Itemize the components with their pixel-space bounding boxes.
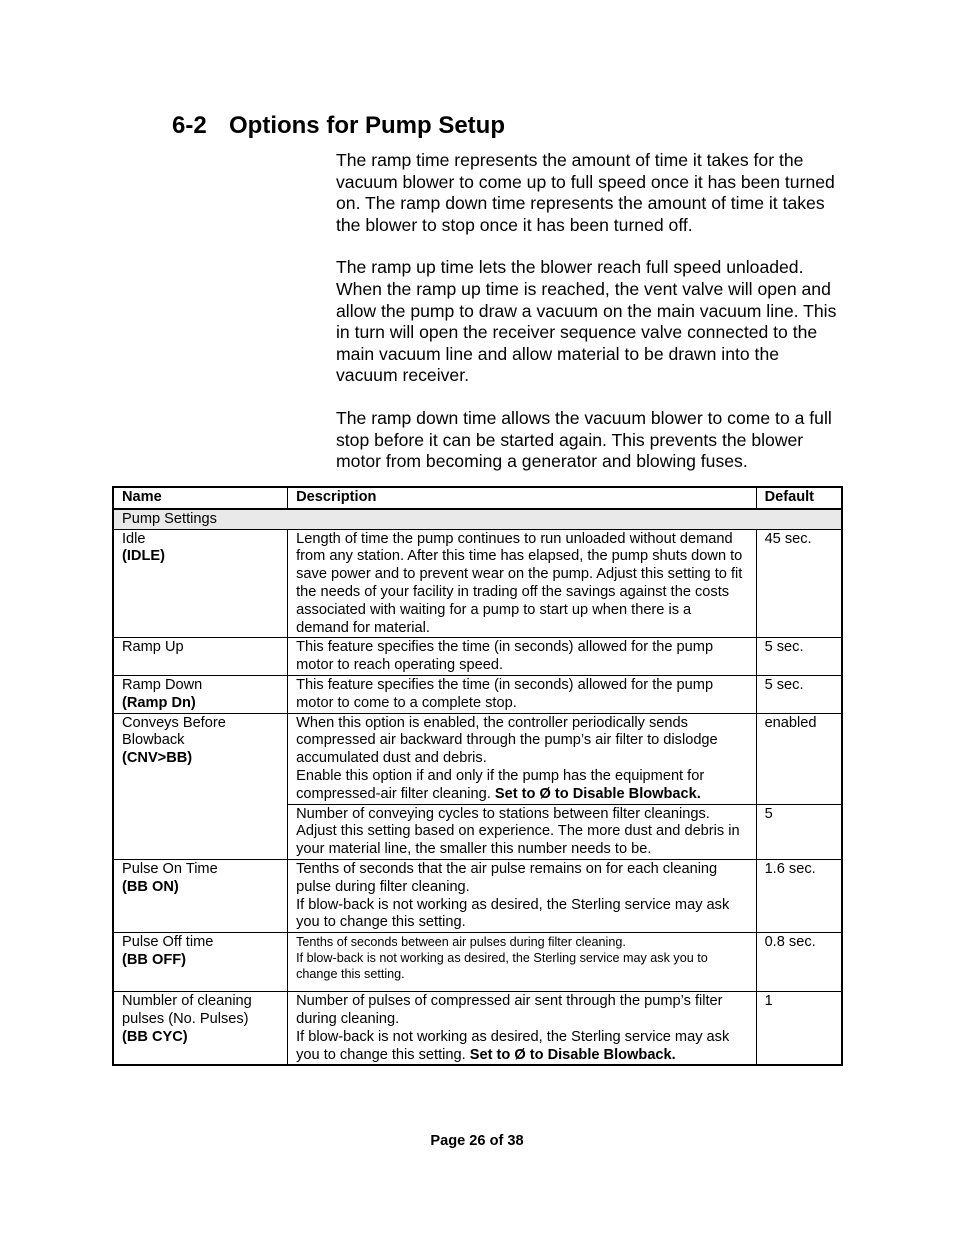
option-name-cell <box>113 859 288 932</box>
description-text: Number of pulses of compressed air sent through the pump’s filter during cleaning. <box>296 993 723 1027</box>
option-description: This feature specifies the time (in seconds) allowed for the pump motor to reach operating speed. <box>288 638 756 676</box>
intro-paragraph: The ramp up time lets the blower reach full speed unloaded. When the ramp up time is reached, the vent valve will open and allow the pump to draw a vacuum on the main vacuum line. This in turn will open the receiver sequence valve connected to the main vacuum line and allow material to be drawn into the vacuum receiver. <box>336 257 837 386</box>
option-name: Ramp Up <box>113 638 288 676</box>
table-row <box>113 638 842 676</box>
option-name: Idle <box>122 530 146 547</box>
option-description <box>288 713 756 804</box>
header-name: Name <box>113 487 288 509</box>
option-name-cell <box>113 933 288 992</box>
option-code: (IDLE) <box>122 548 165 565</box>
table-row <box>113 713 842 804</box>
option-description <box>288 992 756 1066</box>
intro-paragraph: The ramp time represents the amount of time it takes for the vacuum blower to come up to full speed once it has been turned on. The ramp down time represents the amount of time it takes the blower to stop once it has been turned off. <box>336 150 835 235</box>
option-name-cell <box>113 713 288 859</box>
option-default: 45 sec. <box>756 529 842 638</box>
option-description <box>288 933 756 992</box>
section-row <box>113 509 842 529</box>
description-text: When this option is enabled, the controller periodically sends compressed air backward through the pump’s air filter to dislodge accumulated dust and debris. <box>296 714 718 767</box>
option-name-cell <box>113 992 288 1066</box>
intro-text <box>336 150 841 494</box>
description-text: If blow-back is not working as desired, the Sterling service may ask you to change this setting. <box>296 951 708 982</box>
description-text: Tenths of seconds that the air pulse remains on for each cleaning pulse during filter cleaning. <box>296 860 718 895</box>
description-emphasis: Set to Ø to Disable Blowback. <box>494 785 701 802</box>
intro-paragraph: The ramp down time allows the vacuum blower to come to a full stop before it can be started again. This prevents the blower motor from becoming a generator and blowing fuses. <box>336 407 832 472</box>
option-default: 5 <box>756 804 842 859</box>
option-default: 5 sec. <box>756 675 842 713</box>
option-description: Number of conveying cycles to stations between filter cleanings. Adjust this setting based on experience. The more dust and debris in your material line, the smaller this number needs to be. <box>288 804 756 859</box>
option-default: 1.6 sec. <box>756 859 842 932</box>
option-description: This feature specifies the time (in seconds) allowed for the pump motor to come to a complete stop. <box>288 675 756 713</box>
table-row <box>113 933 842 992</box>
option-description <box>288 859 756 932</box>
option-name-cell <box>113 529 288 638</box>
section-heading <box>172 112 505 140</box>
description-text: If blow-back is not working as desired, the Sterling service may ask you to change this setting. <box>296 1028 730 1063</box>
description-text: If blow-back is not working as desired, the Sterling service may ask you to change this setting. <box>296 896 730 931</box>
description-emphasis: Set to Ø to Disable Blowback. <box>469 1046 676 1063</box>
option-default: 0.8 sec. <box>756 933 842 992</box>
option-default: enabled <box>756 713 842 804</box>
option-code: (Ramp Dn) <box>122 694 196 711</box>
option-code: (BB ON) <box>122 878 179 895</box>
option-name: Conveys Before Blowback <box>122 714 226 749</box>
option-description: Length of time the pump continues to run unloaded without demand from any station. After this time has elapsed, the pump shuts down to save power and to prevent wear on the pump. Adjust this setting to fit the needs of your facility in trading off the savings against the costs associated with waiting for a pump to start up when there is a demand for material. <box>288 529 756 638</box>
option-code: (BB OFF) <box>122 951 187 968</box>
option-code: (BB CYC) <box>122 1028 188 1045</box>
option-default: 1 <box>756 992 842 1066</box>
table-row <box>113 992 842 1066</box>
table-row <box>113 675 842 713</box>
option-name: Ramp Down <box>122 676 203 693</box>
option-name: Pulse Off time <box>122 934 214 951</box>
option-default: 5 sec. <box>756 638 842 676</box>
description-text: Tenths of seconds between air pulses during filter cleaning. <box>296 935 626 950</box>
pump-options-table <box>112 486 843 1066</box>
section-label: Pump Settings <box>113 509 842 529</box>
option-code: (CNV>BB) <box>122 750 193 767</box>
description-text: Enable this option if and only if the pump has the equipment for compressed-air filter cleaning. <box>296 767 705 802</box>
section-number: 6-2 <box>172 112 207 139</box>
header-default: Default <box>756 487 842 509</box>
table-row <box>113 529 842 638</box>
table-header-row <box>113 487 842 509</box>
option-name: Pulse On Time <box>122 860 218 877</box>
page-footer: Page 26 of 38 <box>430 1133 524 1149</box>
table-row <box>113 859 842 932</box>
header-description: Description <box>288 487 756 509</box>
option-name: Numbler of cleaning pulses (No. Pulses) <box>122 993 252 1027</box>
section-title: Options for Pump Setup <box>229 112 505 139</box>
option-name-cell <box>113 675 288 713</box>
